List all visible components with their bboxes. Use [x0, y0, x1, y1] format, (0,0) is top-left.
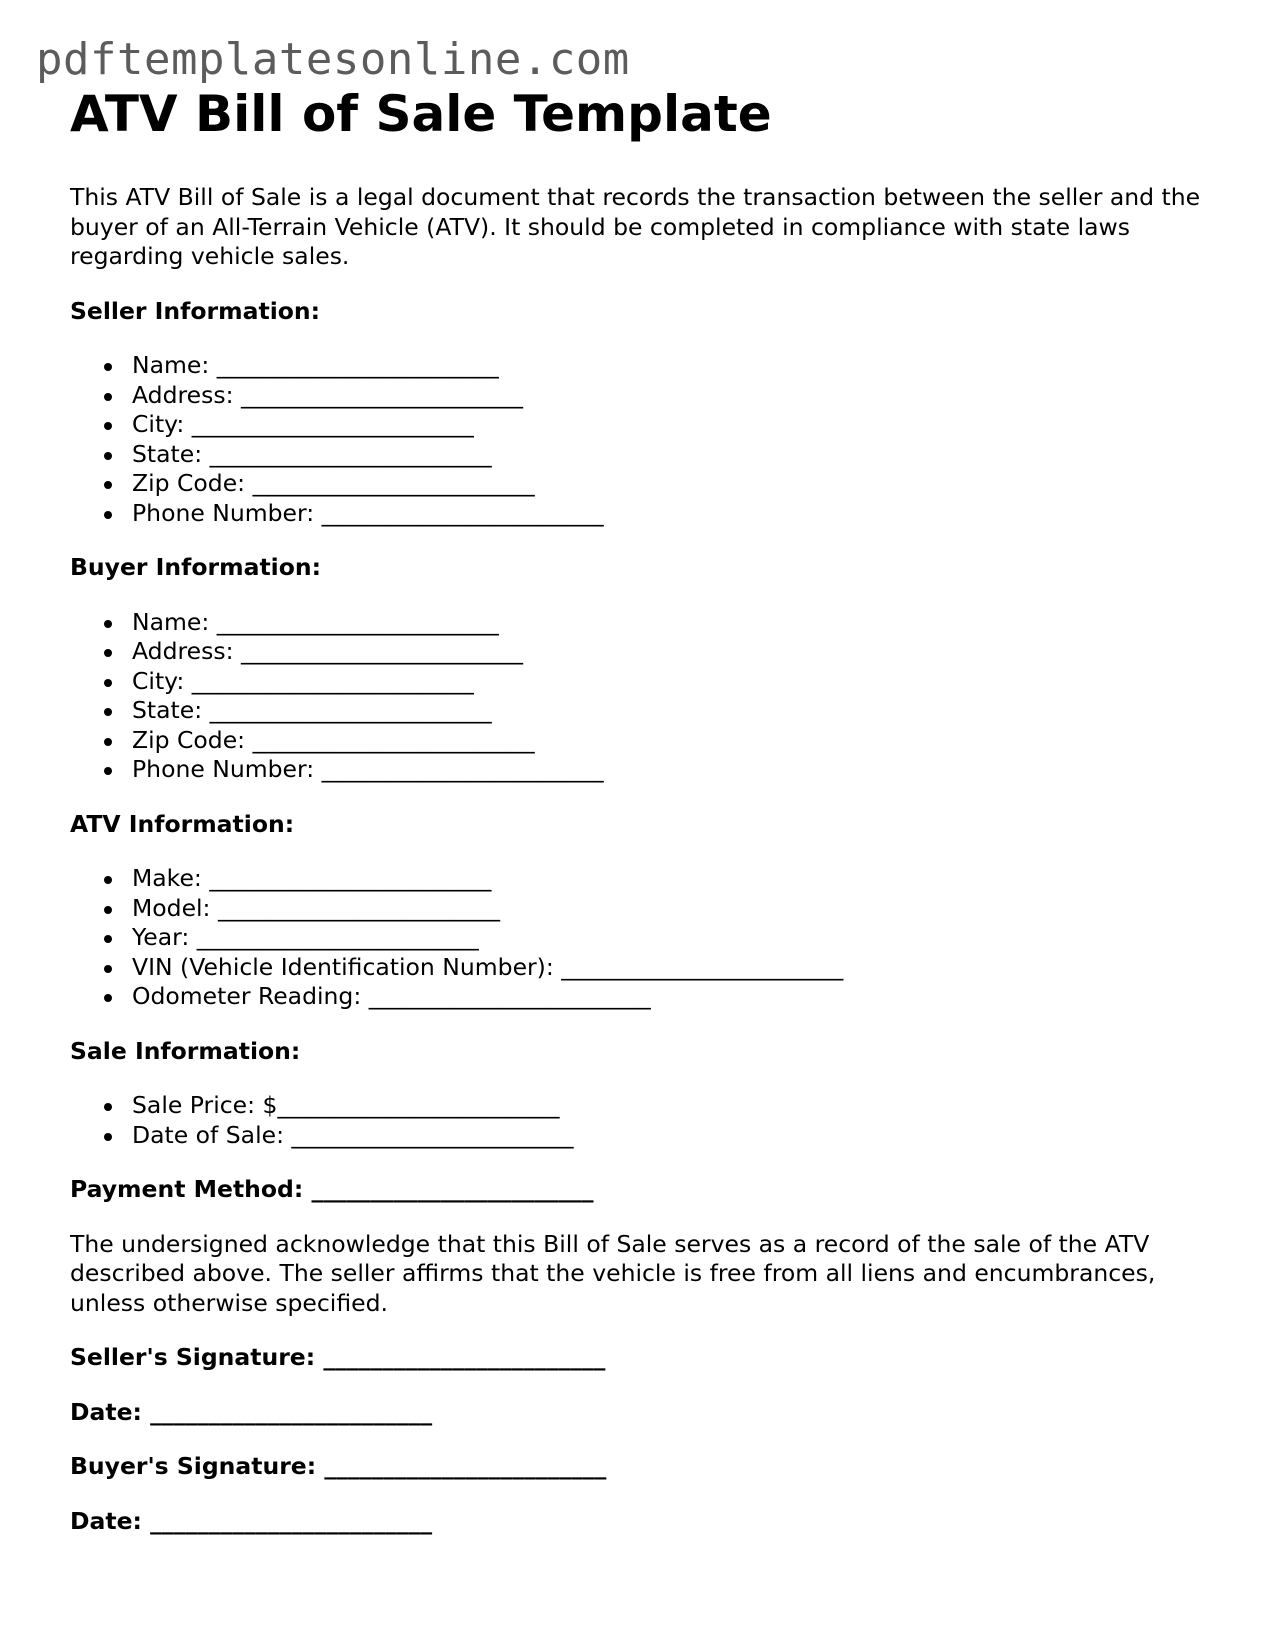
blank-line: ________________________ [324, 1452, 607, 1480]
blank-line: ________________________ [209, 864, 492, 892]
atv-section-heading: ATV Information: [70, 809, 295, 838]
buyer-zip-item[interactable] [70, 726, 1210, 756]
field-label: Zip Code: [132, 469, 246, 497]
bullet-icon [104, 481, 112, 489]
page-title: ATV Bill of Sale Template [70, 85, 772, 143]
atv-model-item[interactable] [70, 894, 1210, 924]
buyer-signature-field[interactable] [70, 1452, 1210, 1482]
field-label: City: [132, 666, 185, 695]
bullet-icon [104, 965, 112, 973]
bullet-icon [104, 767, 112, 775]
blank-line: ________________________ [252, 725, 535, 754]
field-label: Date: [70, 1506, 142, 1535]
blank-line: ________________________ [561, 952, 844, 981]
sale-field-list [70, 1091, 1210, 1150]
payment-method-field[interactable] [70, 1175, 1210, 1205]
bullet-icon [104, 620, 112, 628]
blank-line: ________________________ [291, 1120, 574, 1149]
blank-line: ________________________ [196, 923, 479, 951]
bullet-icon [104, 1103, 112, 1111]
blank-line: ________________________ [150, 1506, 433, 1535]
field-label: Phone Number: [132, 755, 315, 783]
field-label: VIN (Vehicle Identification Number): [132, 952, 554, 981]
field-label: State: [132, 439, 203, 468]
buyer-state-item[interactable] [70, 696, 1210, 726]
buyer-date-field[interactable] [70, 1507, 1210, 1537]
blank-line: ________________________ [209, 439, 492, 468]
bullet-icon [104, 649, 112, 657]
field-label: State: [132, 696, 203, 724]
intro-paragraph: This ATV Bill of Sale is a legal document that records the transaction between the seller and the buyer of an All-Terrain Vehicle (ATV). It should be completed in compliance with state laws regarding vehicle sales. [70, 183, 1201, 270]
seller-phone-item[interactable] [70, 499, 1210, 529]
bullet-icon [104, 452, 112, 460]
field-label: Payment Method: [70, 1175, 304, 1203]
field-label: Name: [132, 607, 210, 636]
sale-section-heading: Sale Information: [70, 1036, 301, 1065]
field-label: Buyer's Signature: [70, 1452, 317, 1480]
field-label: City: [132, 410, 185, 438]
bullet-icon [104, 679, 112, 687]
blank-line: ________________________ [217, 893, 500, 922]
blank-line: ________________________ [321, 498, 604, 527]
blank-line: ________________________ [311, 1175, 594, 1203]
blank-line: ________________________ [191, 666, 474, 695]
field-label: Year: [132, 923, 190, 951]
seller-zip-item[interactable] [70, 469, 1210, 499]
field-label: Make: [132, 864, 202, 892]
blank-line: ________________________ [321, 755, 604, 783]
bullet-icon [104, 363, 112, 371]
blank-line: ________________________ [241, 637, 523, 665]
blank-line: ________________________ [252, 469, 535, 497]
buyer-city-item[interactable] [70, 667, 1210, 697]
buyer-section-heading: Buyer Information: [70, 553, 322, 581]
bullet-icon [104, 708, 112, 716]
seller-address-item[interactable] [70, 381, 1210, 411]
field-label: Address: [132, 380, 234, 409]
field-label: Seller's Signature: [70, 1343, 316, 1371]
buyer-address-item[interactable] [70, 637, 1210, 667]
field-label: Address: [132, 637, 234, 665]
buyer-phone-item[interactable] [70, 755, 1210, 785]
bullet-icon [104, 738, 112, 746]
field-label: Zip Code: [132, 725, 246, 754]
acknowledgment-paragraph: The undersigned acknowledge that this Bill of Sale serves as a record of the sale of the ATV described above. The seller affirms that the vehicle is free from all liens and encumbrances, unless otherwise specified. [70, 1229, 1156, 1317]
field-label: Sale Price: $ [132, 1091, 278, 1119]
watermark: pdftemplatesonline.com [36, 34, 630, 85]
seller-date-field[interactable] [70, 1398, 1210, 1428]
bullet-icon [104, 876, 112, 884]
bullet-icon [104, 393, 112, 401]
blank-line: ________________________ [368, 982, 651, 1010]
bullet-icon [104, 906, 112, 914]
buyer-field-list [70, 608, 1210, 785]
blank-line: ________________________ [150, 1397, 433, 1426]
field-label: Date of Sale: [132, 1120, 284, 1149]
atv-field-list [70, 864, 1210, 1012]
sale-date-item[interactable] [70, 1121, 1210, 1151]
atv-vin-item[interactable] [70, 953, 1210, 983]
blank-line: ________________________ [323, 1343, 606, 1371]
blank-line: ________________________ [191, 410, 474, 438]
bullet-icon [104, 994, 112, 1002]
sale-price-item[interactable] [70, 1091, 1210, 1121]
seller-signature-field[interactable] [70, 1343, 1210, 1373]
field-label: Phone Number: [132, 498, 315, 527]
seller-section-heading: Seller Information: [70, 296, 321, 325]
atv-make-item[interactable] [70, 864, 1210, 894]
bullet-icon [104, 511, 112, 519]
atv-year-item[interactable] [70, 923, 1210, 953]
blank-line: ________________________ [241, 380, 523, 409]
seller-state-item[interactable] [70, 440, 1210, 470]
atv-odometer-item[interactable] [70, 982, 1210, 1012]
seller-city-item[interactable] [70, 410, 1210, 440]
blank-line: ________________________ [209, 696, 492, 724]
seller-name-item[interactable] [70, 351, 1210, 381]
field-label: Odometer Reading: [132, 982, 362, 1010]
blank-line: ________________________ [277, 1091, 560, 1119]
blank-line: ________________________ [216, 607, 499, 636]
buyer-name-item[interactable] [70, 608, 1210, 638]
document-body [70, 183, 1210, 1561]
blank-line: ________________________ [216, 351, 499, 379]
field-label: Name: [132, 351, 210, 379]
bullet-icon [104, 935, 112, 943]
seller-field-list [70, 351, 1210, 528]
bullet-icon [104, 422, 112, 430]
field-label: Model: [132, 893, 211, 922]
field-label: Date: [70, 1397, 142, 1426]
bullet-icon [104, 1133, 112, 1141]
